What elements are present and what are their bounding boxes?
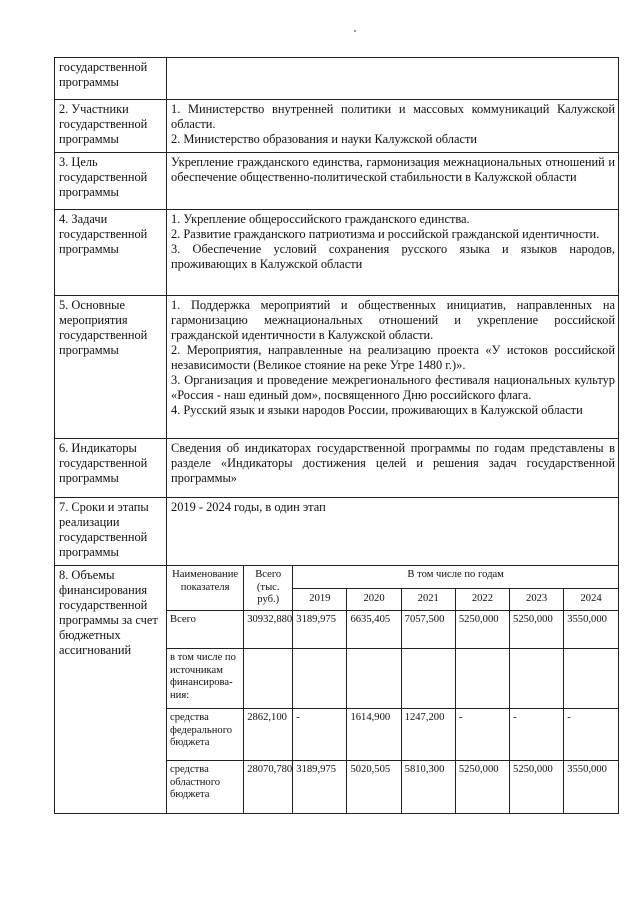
row-label: 7. Сроки и этапы реализации государственной программы: [55, 498, 167, 566]
year-value: 5250,000: [510, 611, 564, 649]
row-content-empty: [167, 58, 619, 100]
row-content: [167, 439, 619, 498]
table-row: [167, 649, 618, 709]
row-name: Всего: [167, 611, 244, 649]
year-value: 6635,405: [347, 611, 401, 649]
participant-1: 1. Министерство внутренней политики и массовых коммуникаций Калужской области.: [171, 102, 615, 131]
row-label: 5. Основные мероприятия государственной программы: [55, 296, 167, 439]
activity-4: 4. Русский язык и языки народов России, проживающих в Калужской области: [171, 403, 583, 417]
financing-cell: [167, 566, 619, 814]
row-financing: [55, 566, 619, 814]
year-value: 3189,975: [293, 761, 347, 813]
col-total-header: Всего (тыс. руб.): [244, 566, 293, 611]
row-name: средства областного бюджета: [167, 761, 244, 813]
year-value: [293, 649, 347, 709]
row-total: 2862,100: [244, 709, 293, 761]
row-content: [167, 498, 619, 566]
goal-text: Укрепление гражданского единства, гармонизация межнациональных отношений и обеспечение общественно-политической стабильности в Калужской области: [171, 155, 615, 184]
row-content: [167, 100, 619, 153]
year-value: [564, 649, 618, 709]
row-label: государственной программы: [55, 58, 167, 100]
row-activities: [55, 296, 619, 439]
row-tasks: [55, 210, 619, 296]
task-1: 1. Укрепление общероссийского гражданского единства.: [171, 212, 470, 226]
year-header: 2023: [510, 589, 564, 611]
year-value: 5810,300: [401, 761, 455, 813]
year-value: 5020,505: [347, 761, 401, 813]
row-timeline: [55, 498, 619, 566]
year-header: 2021: [401, 589, 455, 611]
year-value: 1614,900: [347, 709, 401, 761]
year-header: 2020: [347, 589, 401, 611]
year-value: 5250,000: [455, 761, 509, 813]
year-value: -: [564, 709, 618, 761]
row-participants: [55, 100, 619, 153]
timeline-text: 2019 - 2024 годы, в один этап: [171, 500, 326, 514]
year-value: [347, 649, 401, 709]
row-content: [167, 210, 619, 296]
row-name: средства федерального бюджета: [167, 709, 244, 761]
row-total: 30932,880: [244, 611, 293, 649]
task-2: 2. Развитие гражданского патриотизма и российской гражданской идентичности.: [171, 227, 600, 241]
year-header: 2022: [455, 589, 509, 611]
year-value: 5250,000: [455, 611, 509, 649]
row-label: 8. Объемы финансирования государственной программы за счет бюджетных ассигнований: [55, 566, 167, 814]
year-value: -: [455, 709, 509, 761]
row-label: 2. Участники государственной программы: [55, 100, 167, 153]
row-label: 3. Цель государственной программы: [55, 153, 167, 210]
row-label: 4. Задачи государственной программы: [55, 210, 167, 296]
indicators-text: Сведения об индикаторах государственной программы по годам представлены в разделе «Индикаторы достижения целей и решения задач государственной программы»: [171, 441, 615, 485]
activity-3: 3. Организация и проведение межрегионального фестиваля национальных культур «Россия - наш единый дом», посвященного Дню российского флага.: [171, 373, 615, 402]
year-value: 1247,200: [401, 709, 455, 761]
year-value: -: [510, 709, 564, 761]
financing-header-row: [167, 566, 618, 589]
scan-dot: [354, 30, 356, 32]
year-value: -: [293, 709, 347, 761]
activity-1: 1. Поддержка мероприятий и общественных инициатив, направленных на гармонизацию межнациональных отношений и укрепление российской гражданской идентичности в Калужской области.: [171, 298, 615, 342]
year-value: 3550,000: [564, 761, 618, 813]
row-program-continuation: [55, 58, 619, 100]
program-passport-table: [54, 57, 619, 814]
col-years-header: В том числе по годам: [293, 566, 618, 589]
year-header: 2024: [564, 589, 618, 611]
table-row: [167, 761, 618, 813]
row-indicators: [55, 439, 619, 498]
row-content: [167, 153, 619, 210]
participant-2: 2. Министерство образования и науки Калужской области: [171, 132, 478, 146]
financing-table: [167, 566, 618, 813]
col-name-header: Наименование показателя: [167, 566, 244, 611]
year-value: 7057,500: [401, 611, 455, 649]
year-header: 2019: [293, 589, 347, 611]
table-row: [167, 709, 618, 761]
year-value: 5250,000: [510, 761, 564, 813]
row-label: 6. Индикаторы государственной программы: [55, 439, 167, 498]
row-name: в том числе по источникам финансирова-ния:: [167, 649, 244, 709]
row-total: [244, 649, 293, 709]
year-value: [510, 649, 564, 709]
activity-2: 2. Мероприятия, направленные на реализацию проекта «У истоков российской независимости (Великое стояние на реке Угре 1480 г.)».: [171, 343, 615, 372]
year-value: 3550,000: [564, 611, 618, 649]
year-value: [401, 649, 455, 709]
task-3: 3. Обеспечение условий сохранения русского языка и языков народов, проживающих в Калужской области: [171, 242, 615, 271]
year-value: [455, 649, 509, 709]
row-content: [167, 296, 619, 439]
row-goal: [55, 153, 619, 210]
row-total: 28070,780: [244, 761, 293, 813]
year-value: 3189,975: [293, 611, 347, 649]
table-row: [167, 611, 618, 649]
